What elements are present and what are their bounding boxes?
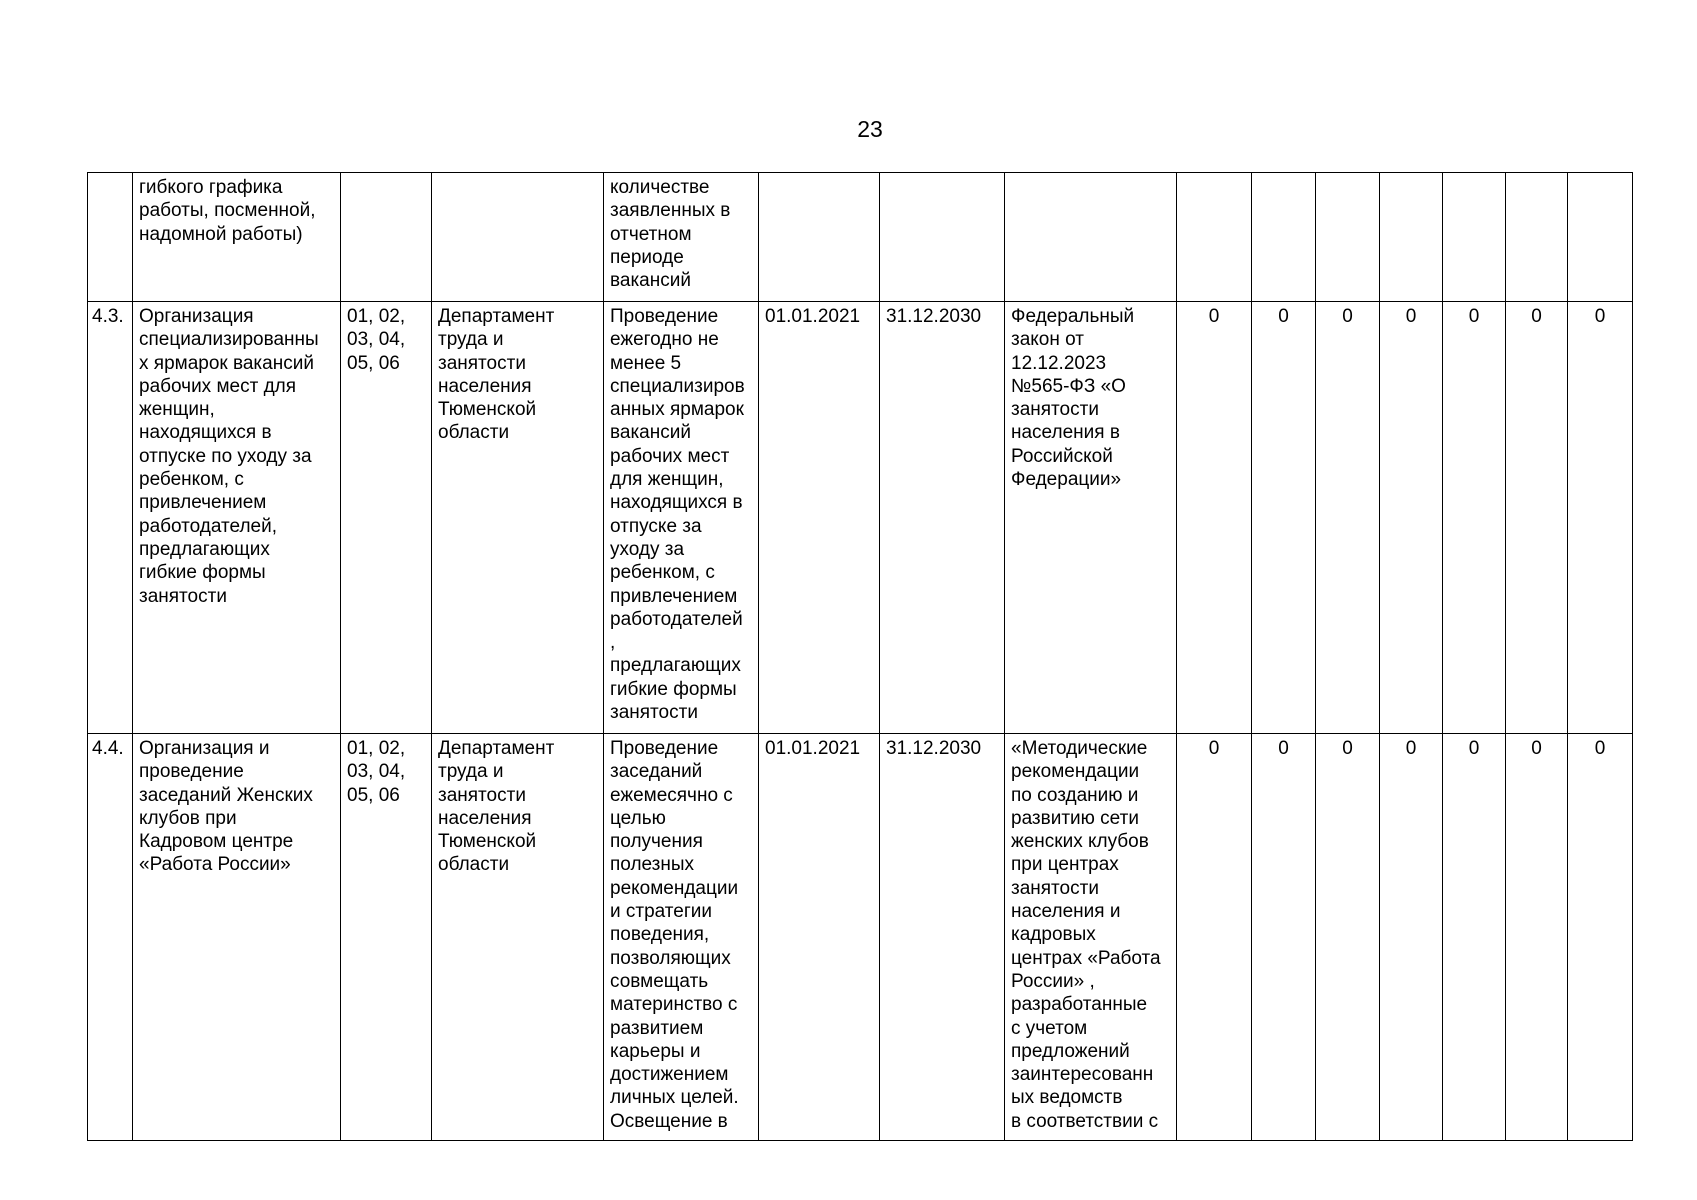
- end-date-cell: [880, 173, 1005, 302]
- basis-cell: «Методические рекомендации по созданию и развитию сети женских клубов при центрах занятости населения и кадровых центрах «Работа России» , разработанные с учетом предложений заинтересованн ых ведомств в соответствии с: [1005, 734, 1177, 1141]
- value-cell: [1252, 173, 1316, 302]
- end-date-cell: 31.12.2030: [880, 734, 1005, 1141]
- value-cell: [1443, 173, 1506, 302]
- table-row: [88, 173, 1633, 302]
- value-cell: 0: [1443, 734, 1506, 1141]
- value-cell: 0: [1568, 302, 1633, 734]
- result-cell: количестве заявленных в отчетном периоде вакансий: [604, 173, 759, 302]
- value-cell: 0: [1568, 734, 1633, 1141]
- executor-cell: Департамент труда и занятости населения Тюменской области: [432, 734, 604, 1141]
- row-index: 4.4.: [88, 734, 133, 1141]
- value-cell: 0: [1380, 734, 1443, 1141]
- value-cell: 0: [1380, 302, 1443, 734]
- value-cell: [1316, 173, 1380, 302]
- codes-cell: 01, 02, 03, 04, 05, 06: [341, 734, 432, 1141]
- value-cell: [1506, 173, 1568, 302]
- row-index: 4.3.: [88, 302, 133, 734]
- value-cell: 0: [1252, 302, 1316, 734]
- codes-cell: [341, 173, 432, 302]
- value-cell: 0: [1316, 734, 1380, 1141]
- executor-cell: [432, 173, 604, 302]
- activity-cell: Организация специализированны х ярмарок вакансий рабочих мест для женщин, находящихся в отпуске по уходу за ребенком, с привлечением работодателей, предлагающих гибкие формы занятости: [133, 302, 341, 734]
- activity-cell: гибкого графика работы, посменной, надомной работы): [133, 173, 341, 302]
- executor-cell: Департамент труда и занятости населения Тюменской области: [432, 302, 604, 734]
- value-cell: [1568, 173, 1633, 302]
- measures-table: [87, 172, 1633, 1141]
- value-cell: [1380, 173, 1443, 302]
- activity-cell: Организация и проведение заседаний Женских клубов при Кадровом центре «Работа России»: [133, 734, 341, 1141]
- value-cell: [1177, 173, 1252, 302]
- table-row: [88, 302, 1633, 734]
- result-cell: Проведение заседаний ежемесячно с целью получения полезных рекомендации и стратегии поведения, позволяющих совмещать материнство с развитием карьеры и достижением личных целей. Освещение в: [604, 734, 759, 1141]
- page-number: 23: [857, 116, 883, 142]
- start-date-cell: 01.01.2021: [759, 734, 880, 1141]
- result-cell: Проведение ежегодно не менее 5 специализиров анных ярмарок вакансий рабочих мест для женщин, находящихся в отпуске за уходу за ребенком, с привлечением работодателей , предлагающих гибкие формы занятости: [604, 302, 759, 734]
- value-cell: 0: [1177, 734, 1252, 1141]
- value-cell: 0: [1252, 734, 1316, 1141]
- basis-cell: [1005, 173, 1177, 302]
- basis-cell: Федеральный закон от 12.12.2023 №565-ФЗ «О занятости населения в Российской Федерации»: [1005, 302, 1177, 734]
- value-cell: 0: [1316, 302, 1380, 734]
- value-cell: 0: [1506, 302, 1568, 734]
- table-row: [88, 734, 1633, 1141]
- value-cell: 0: [1443, 302, 1506, 734]
- value-cell: 0: [1506, 734, 1568, 1141]
- end-date-cell: 31.12.2030: [880, 302, 1005, 734]
- start-date-cell: 01.01.2021: [759, 302, 880, 734]
- row-index: [88, 173, 133, 302]
- value-cell: 0: [1177, 302, 1252, 734]
- codes-cell: 01, 02, 03, 04, 05, 06: [341, 302, 432, 734]
- start-date-cell: [759, 173, 880, 302]
